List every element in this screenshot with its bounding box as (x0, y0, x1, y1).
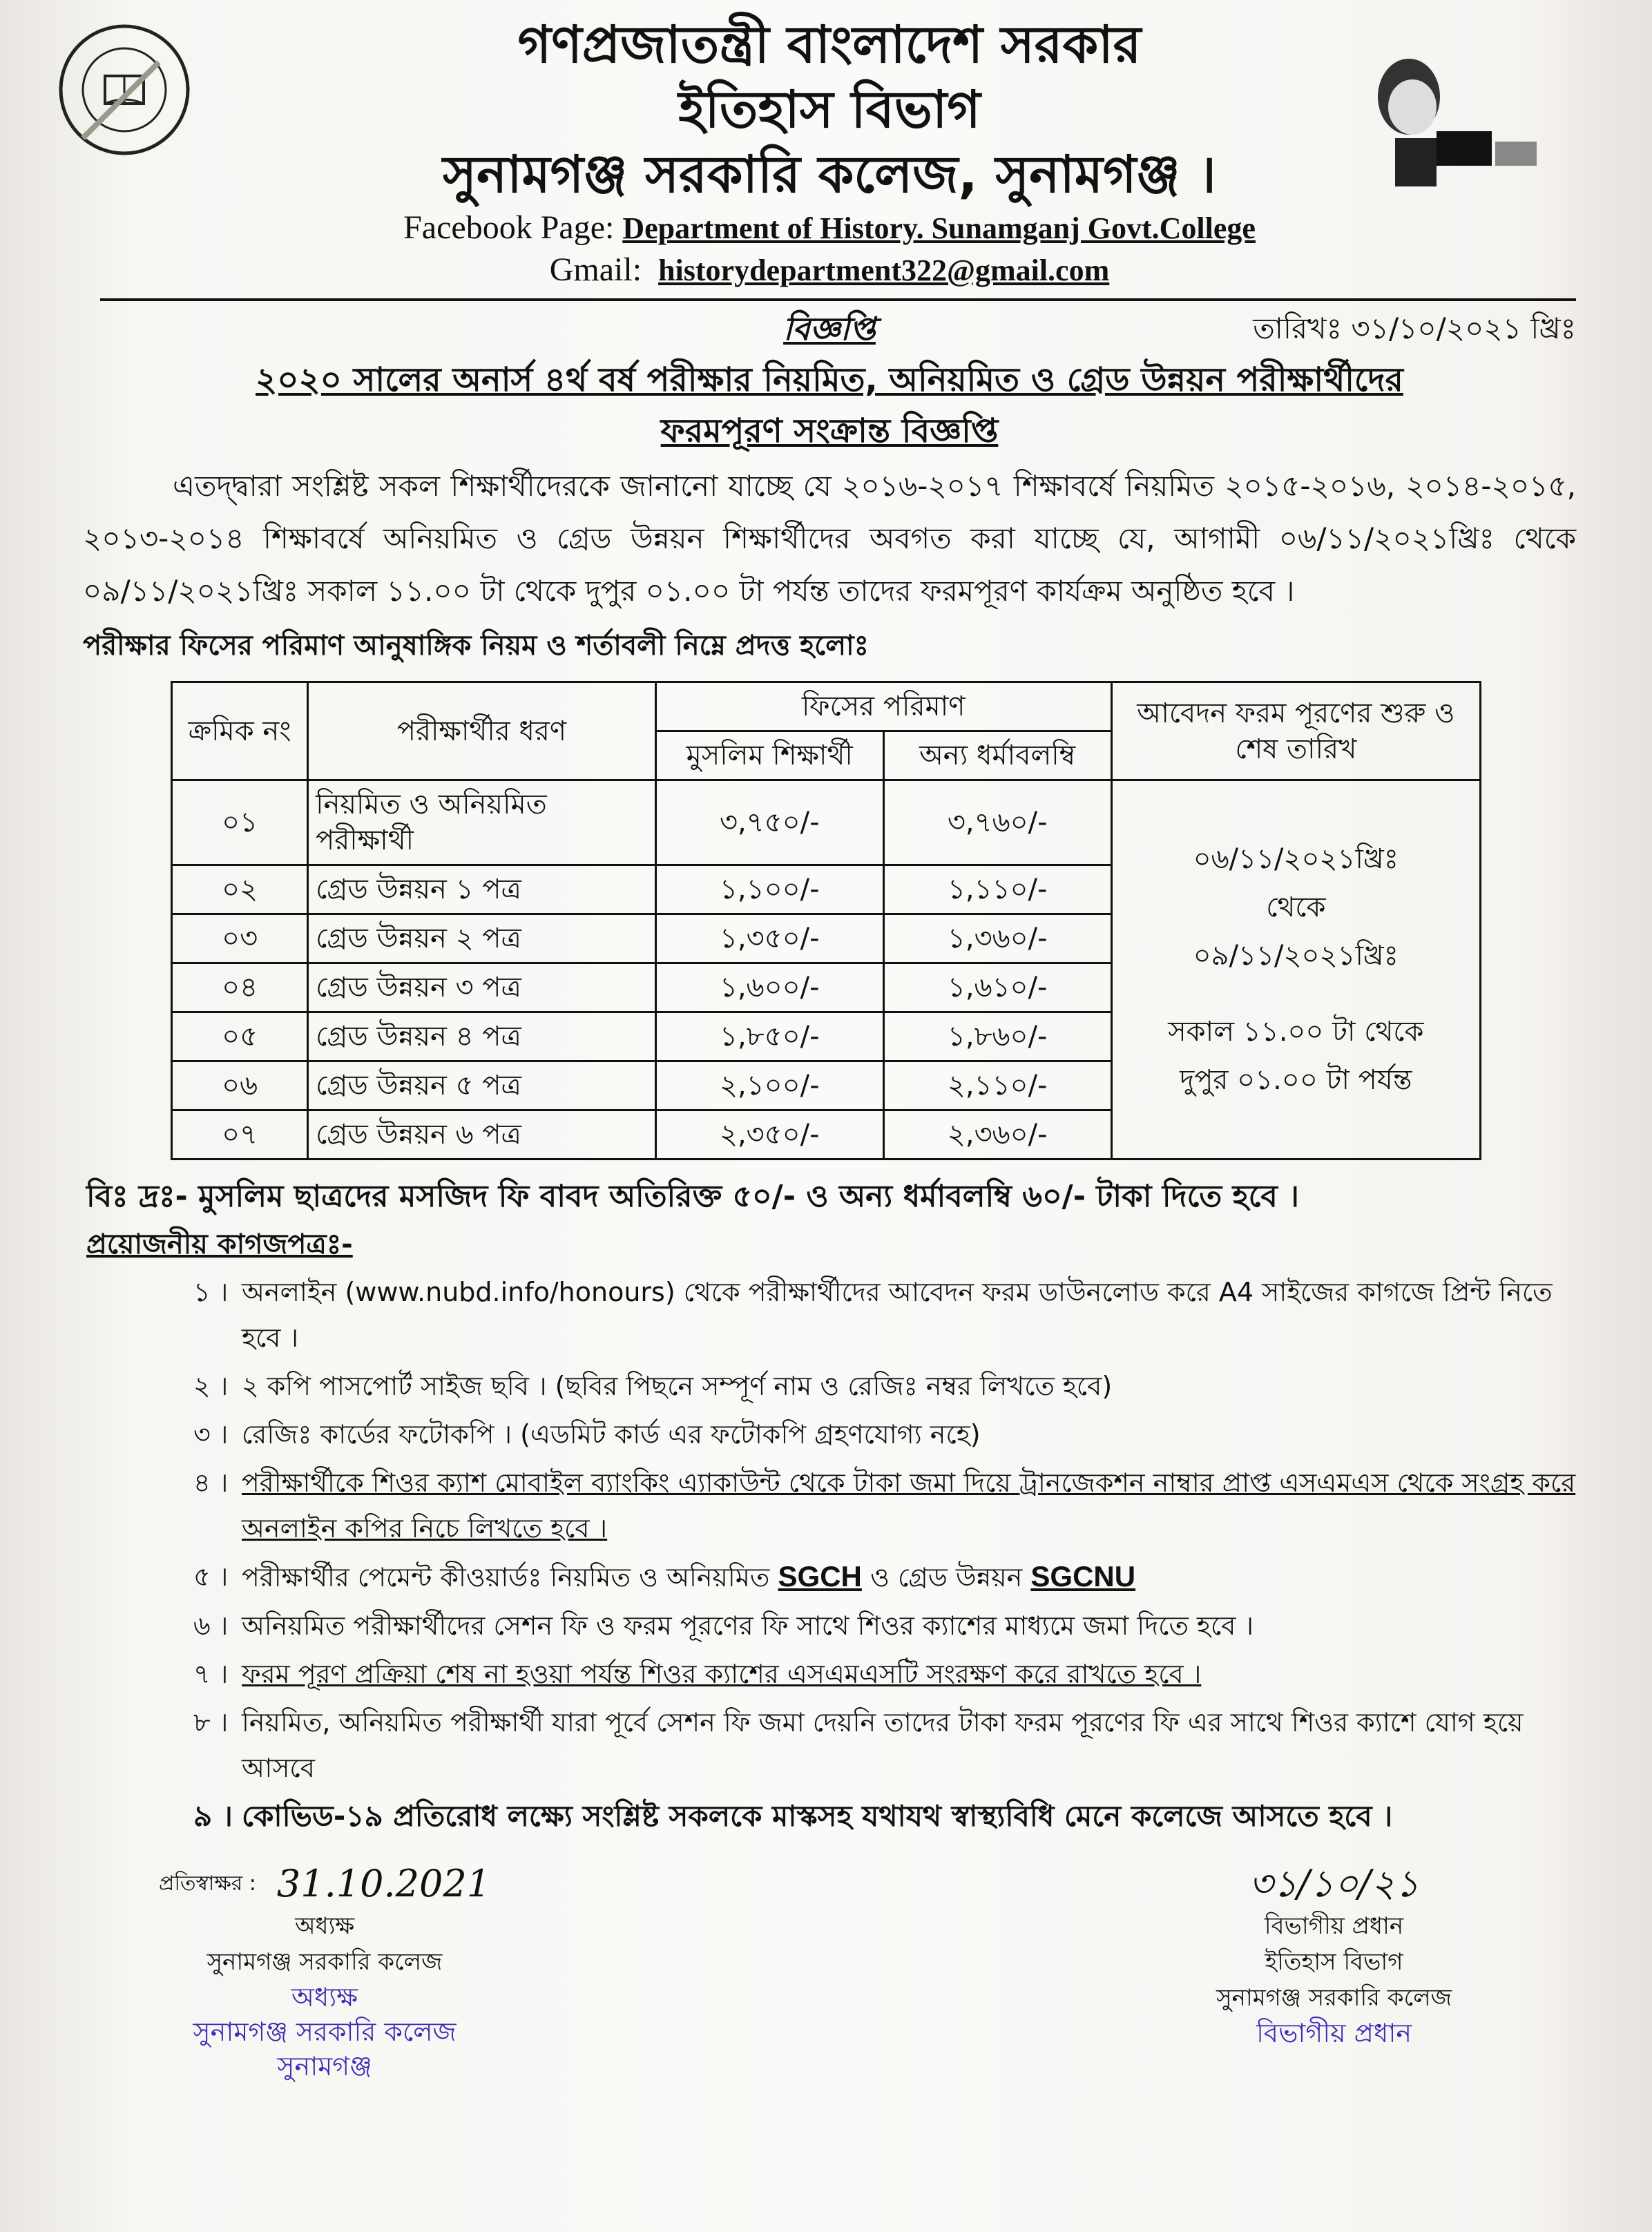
type-cell: গ্রেড উন্নয়ন ৪ পত্র (308, 1012, 656, 1061)
item-number: ৭ । (193, 1659, 229, 1689)
principal-title: অধ্যক্ষ (295, 1912, 354, 1940)
notice-heading-line1: ২০২০ সালের অনার্স ৪র্থ বর্ষ পরীক্ষার নিয়মিত, অনিয়মিত ও গ্রেড উন্নয়ন পরীক্ষার্থীদের (256, 360, 1403, 399)
item-number: ৮ । (193, 1707, 229, 1738)
document-item (193, 1793, 1576, 1839)
item-text: ফরম পূরণ প্রক্রিয়া শেষ না হওয়া পর্যন্ত শিওর ক্যাশের এসএমএসটি সংরক্ষণ করে রাখতে হবে । (242, 1659, 1202, 1689)
header-other: অন্য ধর্মাবলম্বি (883, 731, 1111, 780)
signature-area (83, 1860, 1576, 2084)
head-title: বিভাগীয় প্রধান (1264, 1912, 1404, 1940)
end-date: ০৯/১১/২০২১খ্রিঃ (1193, 940, 1399, 972)
documents-title: প্রয়োজনীয় কাগজপত্রঃ- (86, 1229, 353, 1260)
document-item (193, 1412, 1576, 1457)
head-org: সুনামগঞ্জ সরকারি কলেজ (1216, 1984, 1452, 2012)
gmail-row (262, 249, 1396, 291)
item-number: ৫ । (193, 1561, 229, 1592)
item-text: রেজিঃ কার্ডের ফটোকপি । (এডমিট কার্ড এর ফটোকপি গ্রহণযোগ্য নহে) (242, 1419, 981, 1450)
type-cell: গ্রেড উন্নয়ন ২ পত্র (308, 914, 656, 963)
serial-cell: ০২ (172, 865, 308, 914)
principal-stamp-title: অধ্যক্ষ (291, 1982, 358, 2012)
muslim-fee-cell: ১,৩৫০/- (655, 914, 883, 963)
type-cell: গ্রেড উন্নয়ন ১ পত্র (308, 865, 656, 914)
document-item (193, 1554, 1576, 1600)
item-text: নিয়মিত, অনিয়মিত পরীক্ষার্থী যারা পূর্বে সেশন ফি জমা দেয়নি তাদের টাকা ফরম পূরণের ফি এর সাথে শিওর ক্যাশে যোগ হয়ে আসবে (242, 1707, 1524, 1783)
head-department: ইতিহাস বিভাগ (1265, 1948, 1403, 1976)
item-number: ১ । (193, 1277, 229, 1307)
item-text: ২ কপি পাসপোর্ট সাইজ ছবি । (ছবির পিছনে সম্পূর্ণ নাম ও রেজিঃ নম্বর লিখতে হবে) (242, 1371, 1113, 1401)
nb-note: বিঃ দ্রঃ- মুসলিম ছাত্রদের মসজিদ ফি বাবদ অতিরিক্ত ৫০/- ও অন্য ধর্মাবলম্বি ৬০/- টাকা দিতে হবে । (86, 1179, 1299, 1214)
type-cell: গ্রেড উন্নয়ন ৬ পত্র (308, 1110, 656, 1160)
item-number: ৬ । (193, 1610, 229, 1641)
start-date: ০৬/১১/২০২১খ্রিঃ (1193, 843, 1399, 875)
header-type: পরীক্ষার্থীর ধরণ (308, 682, 656, 780)
item-text: পরীক্ষার্থীর পেমেন্ট কীওয়ার্ডঃ নিয়মিত ও অনিয়মিত (242, 1562, 770, 1593)
other-fee-cell: ১,৬১০/- (883, 963, 1111, 1012)
countersign-label: প্রতিস্বাক্ষর : (159, 1872, 256, 1896)
principal-org: সুনামগঞ্জ সরকারি কলেজ (206, 1948, 443, 1976)
item-text: কোভিড-১৯ প্রতিরোধ লক্ষ্যে সংশ্লিষ্ট সকলকে মাস্কসহ যথাযথ স্বাস্থ্যবিধি মেনে কলেজে আসতে হবে । (242, 1799, 1393, 1833)
other-fee-cell: ২,৩৬০/- (883, 1110, 1111, 1160)
muslim-fee-cell: ৩,৭৫০/- (655, 780, 883, 865)
head-signature: ৩১/১০/২১ (1249, 1862, 1419, 1905)
serial-cell: ০৭ (172, 1110, 308, 1160)
document-item (193, 1269, 1576, 1360)
other-fee-cell: ১,১১০/- (883, 865, 1111, 914)
keyword-regular: SGCH (778, 1560, 862, 1593)
serial-cell: ০১ (172, 780, 308, 865)
serial-cell: ০৪ (172, 963, 308, 1012)
header-divider (100, 298, 1576, 301)
principal-signature: 31.10.2021 (276, 1862, 491, 1905)
item-text: অনিয়মিত পরীক্ষার্থীদের সেশন ফি ও ফরম পূরণের ফি সাথে শিওর ক্যাশের মাধ্যমে জমা দিতে হবে । (242, 1610, 1254, 1641)
item-number: ৩ । (193, 1419, 229, 1450)
header-dates: আবেদন ফরম পূরণের শুরু ও শেষ তারিখ (1111, 682, 1480, 780)
principal-stamp-org: সুনামগঞ্জ সরকারি কলেজ (193, 2017, 457, 2047)
muslim-fee-cell: ২,১০০/- (655, 1061, 883, 1110)
type-cell: নিয়মিত ও অনিয়মিত পরীক্ষার্থী (308, 780, 656, 865)
document-item (193, 1363, 1576, 1409)
header-college: সুনামগঞ্জ সরকারি কলেজ, সুনামগঞ্জ । (443, 145, 1216, 204)
serial-cell: ০৩ (172, 914, 308, 963)
item-text-mid: ও গ্রেড উন্নয়ন (870, 1562, 1023, 1593)
principal-stamp-place: সুনামগঞ্জ (277, 2051, 372, 2081)
head-signature-block (1216, 1860, 1452, 2084)
header-muslim: মুসলিম শিক্ষার্থী (655, 731, 883, 780)
notice-heading-line2: ফরমপূরণ সংক্রান্ত বিজ্ঞপ্তি (660, 412, 999, 450)
type-cell: গ্রেড উন্নয়ন ৩ পত্র (308, 963, 656, 1012)
document-item (193, 1460, 1576, 1551)
facebook-row (262, 207, 1396, 249)
notice-paragraph: এতদ্দ্বারা সংশ্লিষ্ট সকল শিক্ষার্থীদেরকে জানানো যাচ্ছে যে ২০১৬-২০১৭ শিক্ষাবর্ষে নিয়মিত ২০১৫-২০১৬, ২০১৪-২০১৫, ২০১৩-২০১৪ শিক্ষাবর্ষে অনিয়মিত ও গ্রেড উন্নয়ন শিক্ষার্থীদের অবগত করা যাচ্ছে যে, আগামী ০৬/১১/২০২১খ্রিঃ থেকে ০৯/১১/২০২১খ্রিঃ সকাল ১১.০০ টা থেকে দুপুর ০১.০০ টা পর্যন্ত তাদের ফরমপূরণ কার্যক্রম অনুষ্ঠিত হবে । (83, 469, 1576, 608)
principal-signature-block (159, 1860, 490, 2084)
serial-cell: ০৫ (172, 1012, 308, 1061)
gmail-link[interactable]: historydepartment322@gmail.com (658, 253, 1110, 287)
other-fee-cell: ২,১১০/- (883, 1061, 1111, 1110)
header-serial: ক্রমিক নং (172, 682, 308, 780)
start-time: সকাল ১১.০০ টা থেকে (1168, 1016, 1424, 1048)
date-from-to: থেকে (1266, 892, 1326, 923)
notice-label: বিজ্ঞপ্তি (783, 310, 876, 347)
muslim-fee-cell: ২,৩৫০/- (655, 1110, 883, 1160)
other-fee-cell: ১,৩৬০/- (883, 914, 1111, 963)
muslim-fee-cell: ১,৮৫০/- (655, 1012, 883, 1061)
document-item (193, 1651, 1576, 1697)
document-item (193, 1603, 1576, 1648)
other-fee-cell: ৩,৭৬০/- (883, 780, 1111, 865)
fee-intro: পরীক্ষার ফিসের পরিমাণ আনুষাঙ্গিক নিয়ম ও শর্তাবলী নিম্নে প্রদত্ত হলোঃ (83, 630, 869, 662)
end-time: দুপুর ০১.০০ টা পর্যন্ত (1180, 1064, 1412, 1096)
head-stamp: বিভাগীয় প্রধান (1256, 2018, 1412, 2048)
muslim-fee-cell: ১,১০০/- (655, 865, 883, 914)
dates-cell (1111, 780, 1480, 1160)
type-cell: গ্রেড উন্নয়ন ৫ পত্র (308, 1061, 656, 1110)
muslim-fee-cell: ১,৬০০/- (655, 963, 883, 1012)
item-number: ২ । (193, 1371, 229, 1401)
other-fee-cell: ১,৮৬০/- (883, 1012, 1111, 1061)
notice-label-row (83, 307, 1576, 351)
document-item (193, 1700, 1576, 1791)
item-text: পরীক্ষার্থীকে শিওর ক্যাশ মোবাইল ব্যাংকিং এ্যাকাউন্ট থেকে টাকা জমা দিয়ে ট্রানজেকশন নাম্বার প্রাপ্ত এসএমএস থেকে সংগ্রহ করে অনলাইন কপির নিচে লিখতে হবে । (242, 1468, 1576, 1543)
header-department: ইতিহাস বিভাগ (678, 80, 981, 140)
keyword-grade-improvement: SGCNU (1030, 1560, 1136, 1593)
item-text: অনলাইন (www.nubd.info/honours) থেকে পরীক্ষার্থীদের আবেদন ফরম ডাউনলোড করে A4 সাইজের কাগজে প্রিন্ট নিতে হবে । (242, 1277, 1553, 1353)
facebook-page-link[interactable]: Department of History. Sunamganj Govt.College (622, 211, 1256, 245)
notice-date: তারিখঃ ৩১/১০/২০২১ খ্রিঃ (1253, 311, 1576, 345)
facebook-label: Facebook Page: (403, 209, 615, 246)
table-row (172, 780, 1481, 865)
fee-table (171, 681, 1481, 1160)
header-government: গণপ্রজাতন্ত্রী বাংলাদেশ সরকার (517, 15, 1142, 75)
header-fee: ফিসের পরিমাণ (655, 682, 1111, 731)
item-number: ৯ । (193, 1799, 233, 1833)
gmail-label: Gmail: (549, 251, 642, 288)
serial-cell: ০৬ (172, 1061, 308, 1110)
item-number: ৪ । (193, 1468, 229, 1498)
